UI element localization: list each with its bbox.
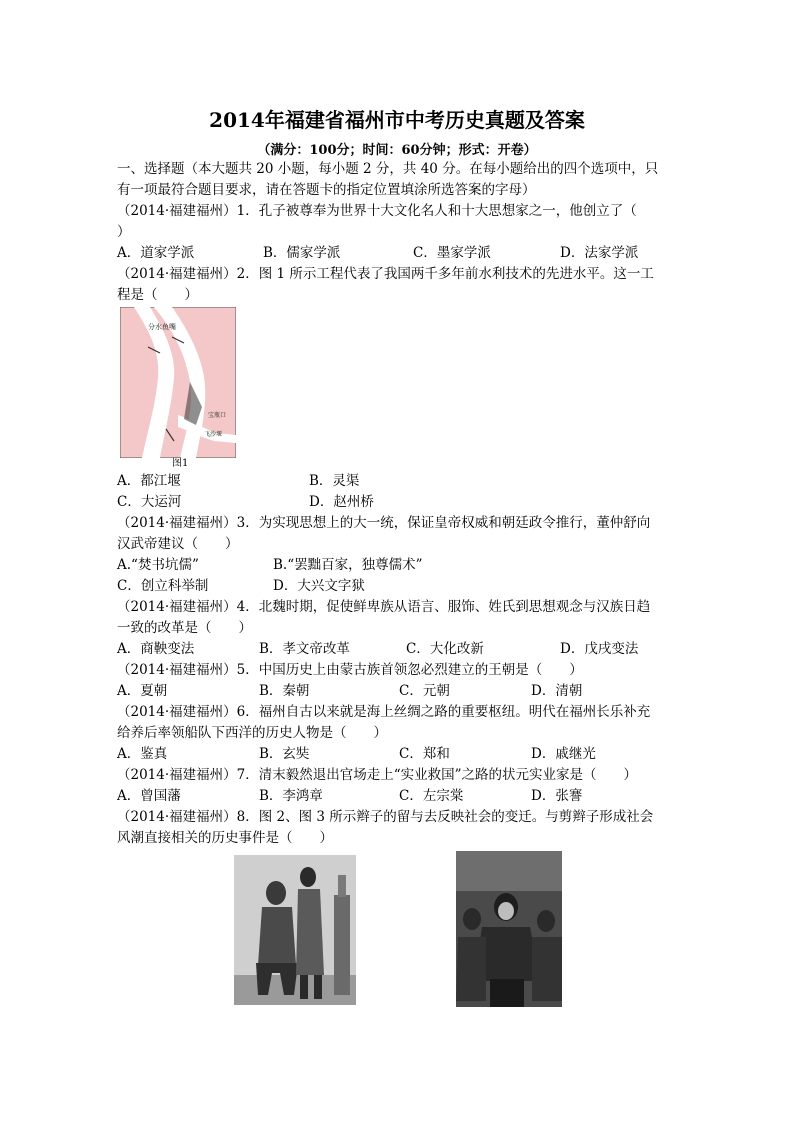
question-8-line-2: 风潮直接相关的历史事件是（ ） (117, 830, 333, 846)
q5-option-d: D．清朝 (531, 683, 583, 699)
question-6-line-2: 给养后率领船队下西洋的历史人物是（ ） (117, 725, 387, 741)
question-4-line-1: （2014·福建福州）4．北魏时期，促使鲜卑族从语言、服饰、姓氏到思想观念与汉族日趋 (117, 599, 651, 615)
q1-option-d: D．法家学派 (560, 245, 639, 261)
q4-option-c: C．大化改新 (406, 641, 484, 657)
question-4-line-2: 一致的改革是（ ） (117, 620, 252, 636)
q6-option-a: A．鉴真 (117, 746, 168, 762)
q2-option-d: D．赵州桥 (309, 494, 374, 510)
q2-option-a: A．都江堰 (117, 473, 181, 489)
q1-option-a: A．道家学派 (117, 245, 195, 261)
q7-option-c: C．左宗棠 (399, 788, 464, 804)
page-subtitle: （满分：100分；时间：60分钟；形式：开卷） (257, 143, 537, 158)
map-label-yuzui: 分水鱼嘴 (148, 323, 176, 331)
q7-option-d: D．张謇 (531, 788, 583, 804)
figure-2-photo (234, 855, 356, 1005)
q6-option-b: B．玄奘 (259, 746, 310, 762)
section-instruction-line-1: 一、选择题（本大题共 20 小题，每小题 2 分，共 40 分。在每小题给出的四个选项中，只 (117, 161, 659, 177)
question-3-line-2: 汉武帝建议（ ） (117, 536, 239, 552)
q3-option-b: B.“罢黜百家，独尊儒术” (273, 557, 423, 573)
question-1-line-1: （2014·福建福州）1．孔子被尊奉为世界十大文化名人和十大思想家之一，他创立了（ (117, 203, 637, 219)
question-2-line-1: （2014·福建福州）2．图 1 所示工程代表了我国两千多年前水利技术的先进水平。这一工 (117, 266, 654, 282)
figure-2-graphic (234, 855, 356, 1005)
map-label-baopingkou: 宝瓶口 (208, 412, 227, 419)
question-3-line-1: （2014·福建福州）3．为实现思想上的大一统，保证皇帝权威和朝廷政令推行，董仲舒向 (117, 515, 651, 531)
q5-option-c: C．元朝 (399, 683, 450, 699)
dujiangyan-map-graphic (120, 307, 236, 458)
q3-option-d: D．大兴文字狱 (273, 578, 365, 594)
figure-1-caption: 图1 (172, 458, 189, 469)
q5-option-b: B．秦朝 (259, 683, 310, 699)
figure-3-photo (456, 851, 562, 1007)
figure-1-map (120, 307, 236, 458)
q2-option-c: C．大运河 (117, 494, 182, 510)
page-title: 2014年福建省福州市中考历史真题及答案 (209, 108, 585, 132)
question-6-line-1: （2014·福建福州）6．福州自古以来就是海上丝绸之路的重要枢纽。明代在福州长乐补充 (117, 704, 651, 720)
question-5-line-1: （2014·福建福州）5．中国历史上由蒙古族首领忽必烈建立的王朝是（ ） (117, 662, 583, 678)
q7-option-b: B．李鸿章 (259, 788, 323, 804)
question-7-line-1: （2014·福建福州）7．清末毅然退出官场走上“实业救国”之路的状元实业家是（ ） (117, 767, 638, 783)
q6-option-c: C．郑和 (399, 746, 450, 762)
q4-option-a: A．商鞅变法 (117, 641, 195, 657)
q3-option-a: A.“焚书坑儒” (117, 557, 199, 573)
q1-option-b: B．儒家学派 (263, 245, 341, 261)
q6-option-d: D．戚继光 (531, 746, 596, 762)
q7-option-a: A．曾国藩 (117, 788, 181, 804)
q3-option-c: C．创立科举制 (117, 578, 209, 594)
map-label-feishayan: 飞沙堰 (204, 431, 223, 438)
q2-option-b: B．灵渠 (309, 473, 360, 489)
section-instruction-line-2: 有一项最符合题目要求，请在答题卡的指定位置填涂所选答案的字母） (117, 182, 536, 198)
q4-option-d: D．戊戌变法 (560, 641, 639, 657)
question-2-line-2: 程是（ ） (117, 287, 198, 303)
figure-3-graphic (456, 851, 562, 1007)
q5-option-a: A．夏朝 (117, 683, 168, 699)
question-8-line-1: （2014·福建福州）8．图 2、图 3 所示辫子的留与去反映社会的变迁。与剪辫子形成社会 (117, 809, 654, 825)
q1-option-c: C．墨家学派 (413, 245, 491, 261)
question-1-line-2: ） (117, 224, 131, 240)
q4-option-b: B．孝文帝改革 (259, 641, 350, 657)
